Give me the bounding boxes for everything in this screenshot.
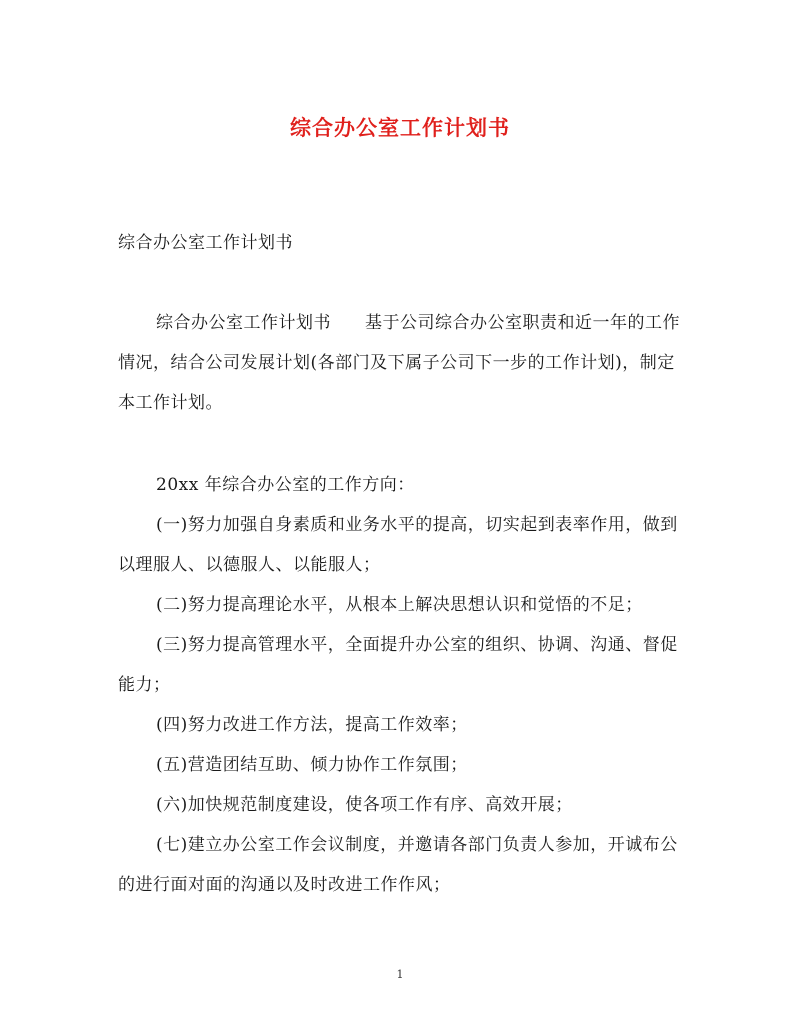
- page-number: 1: [396, 968, 404, 981]
- list-item: (六)加快规范制度建设，使各项工作有序、高效开展；: [156, 795, 573, 815]
- direction-heading: 20xx 年综合办公室的工作方向：: [156, 475, 415, 495]
- list-item: (二)努力提高理论水平，从根本上解决思想认识和觉悟的不足；: [156, 595, 643, 615]
- direction-list: [118, 505, 688, 905]
- intro-text: 基于公司综合办公室职责和近一年的工作情况，结合公司发展计划(各部门及下属子公司下一步的工作计划)，制定本工作计划。: [118, 313, 680, 413]
- document-subtitle: 综合办公室工作计划书: [118, 233, 293, 253]
- intro-lead: 综合办公室工作计划书: [156, 313, 331, 333]
- list-item: (一)努力加强自身素质和业务水平的提高，切实起到表率作用，做到以理服人、以德服人、以能服人；: [118, 515, 678, 575]
- list-item: (七)建立办公室工作会议制度，并邀请各部门负责人参加，开诚布公的进行面对面的沟通以及时改进工作作风；: [118, 835, 678, 895]
- list-item: (四)努力改进工作方法，提高工作效率；: [156, 715, 468, 735]
- document-title: 综合办公室工作计划书: [290, 115, 510, 140]
- list-item: (五)营造团结互助、倾力协作工作氛围；: [156, 755, 468, 775]
- intro-paragraph: [118, 303, 688, 423]
- list-item: (三)努力提高管理水平，全面提升办公室的组织、协调、沟通、督促能力；: [118, 635, 678, 695]
